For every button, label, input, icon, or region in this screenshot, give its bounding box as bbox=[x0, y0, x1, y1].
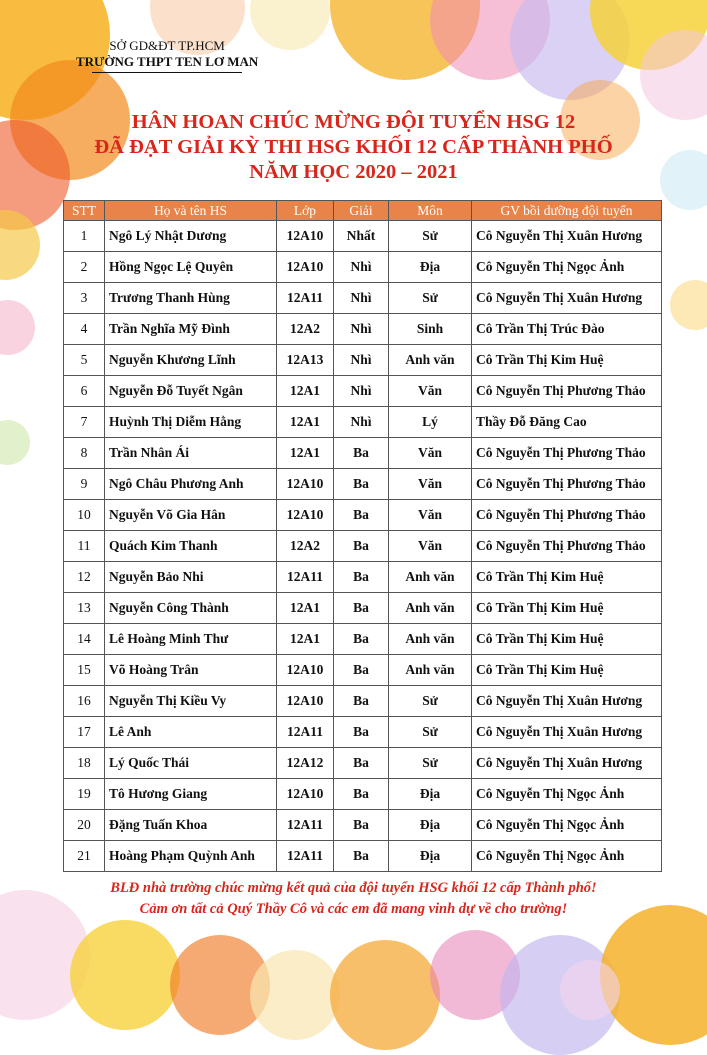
cell-stt: 13 bbox=[64, 593, 105, 624]
cell-class: 12A11 bbox=[277, 810, 334, 841]
cell-stt: 16 bbox=[64, 686, 105, 717]
cell-teacher: Cô Nguyễn Thị Phương Thảo bbox=[472, 469, 662, 500]
cell-stt: 1 bbox=[64, 221, 105, 252]
cell-stt: 11 bbox=[64, 531, 105, 562]
cell-subject: Sử bbox=[389, 717, 472, 748]
cell-name: Nguyễn Công Thành bbox=[105, 593, 277, 624]
cell-class: 12A10 bbox=[277, 779, 334, 810]
cell-class: 12A11 bbox=[277, 283, 334, 314]
cell-subject: Văn bbox=[389, 376, 472, 407]
cell-teacher: Cô Nguyễn Thị Phương Thảo bbox=[472, 531, 662, 562]
cell-teacher: Cô Trần Thị Trúc Đào bbox=[472, 314, 662, 345]
cell-class: 12A12 bbox=[277, 748, 334, 779]
cell-class: 12A1 bbox=[277, 438, 334, 469]
cell-prize: Ba bbox=[334, 655, 389, 686]
congratulation-footer bbox=[0, 878, 707, 920]
cell-name: Võ Hoàng Trân bbox=[105, 655, 277, 686]
cell-class: 12A1 bbox=[277, 407, 334, 438]
cell-teacher: Cô Trần Thị Kim Huệ bbox=[472, 655, 662, 686]
cell-stt: 18 bbox=[64, 748, 105, 779]
cell-stt: 12 bbox=[64, 562, 105, 593]
cell-teacher: Cô Nguyễn Thị Xuân Hương bbox=[472, 717, 662, 748]
column-header-prize: Giải bbox=[334, 201, 389, 221]
cell-stt: 6 bbox=[64, 376, 105, 407]
title-line-2: ĐÃ ĐẠT GIẢI KỲ THI HSG KHỐI 12 CẤP THÀNH PHỐ bbox=[94, 136, 613, 158]
cell-subject: Sử bbox=[389, 748, 472, 779]
cell-teacher: Cô Nguyễn Thị Xuân Hương bbox=[472, 221, 662, 252]
cell-prize: Nhì bbox=[334, 407, 389, 438]
cell-name: Ngô Châu Phương Anh bbox=[105, 469, 277, 500]
title-line-1: HÂN HOAN CHÚC MỪNG ĐỘI TUYỂN HSG 12 bbox=[131, 111, 576, 133]
cell-name: Quách Kim Thanh bbox=[105, 531, 277, 562]
cell-teacher: Cô Nguyễn Thị Ngọc Ảnh bbox=[472, 252, 662, 283]
cell-teacher: Cô Nguyễn Thị Xuân Hương bbox=[472, 686, 662, 717]
column-header-teacher: GV bồi dưỡng đội tuyển bbox=[472, 201, 662, 221]
cell-stt: 7 bbox=[64, 407, 105, 438]
cell-prize: Ba bbox=[334, 748, 389, 779]
cell-stt: 20 bbox=[64, 810, 105, 841]
cell-prize: Ba bbox=[334, 841, 389, 872]
cell-subject: Văn bbox=[389, 531, 472, 562]
cell-name: Đặng Tuấn Khoa bbox=[105, 810, 277, 841]
cell-subject: Sử bbox=[389, 221, 472, 252]
cell-prize: Ba bbox=[334, 500, 389, 531]
bokeh-circle bbox=[70, 920, 180, 1030]
table-row bbox=[64, 407, 662, 438]
cell-class: 12A10 bbox=[277, 655, 334, 686]
cell-subject: Địa bbox=[389, 779, 472, 810]
cell-prize: Nhì bbox=[334, 376, 389, 407]
cell-prize: Ba bbox=[334, 469, 389, 500]
cell-subject: Sử bbox=[389, 283, 472, 314]
cell-prize: Ba bbox=[334, 531, 389, 562]
cell-class: 12A2 bbox=[277, 314, 334, 345]
cell-name: Nguyễn Thị Kiều Vy bbox=[105, 686, 277, 717]
table-header-row bbox=[64, 201, 662, 221]
column-header-stt: STT bbox=[64, 201, 105, 221]
cell-name: Trần Nhân Ái bbox=[105, 438, 277, 469]
cell-subject: Anh văn bbox=[389, 345, 472, 376]
cell-teacher: Cô Trần Thị Kim Huệ bbox=[472, 345, 662, 376]
cell-prize: Nhì bbox=[334, 283, 389, 314]
cell-class: 12A10 bbox=[277, 500, 334, 531]
cell-subject: Anh văn bbox=[389, 562, 472, 593]
cell-subject: Địa bbox=[389, 841, 472, 872]
cell-stt: 17 bbox=[64, 717, 105, 748]
cell-name: Lý Quốc Thái bbox=[105, 748, 277, 779]
title-line-3: NĂM HỌC 2020 – 2021 bbox=[249, 161, 458, 183]
cell-class: 12A1 bbox=[277, 376, 334, 407]
cell-prize: Nhì bbox=[334, 252, 389, 283]
cell-teacher: Cô Trần Thị Kim Huệ bbox=[472, 593, 662, 624]
table-row bbox=[64, 810, 662, 841]
cell-subject: Anh văn bbox=[389, 655, 472, 686]
cell-prize: Ba bbox=[334, 810, 389, 841]
table-row bbox=[64, 655, 662, 686]
table-row bbox=[64, 283, 662, 314]
cell-stt: 10 bbox=[64, 500, 105, 531]
cell-subject: Địa bbox=[389, 810, 472, 841]
table-row bbox=[64, 438, 662, 469]
bokeh-circle bbox=[250, 0, 330, 50]
cell-teacher: Cô Nguyễn Thị Phương Thảo bbox=[472, 438, 662, 469]
cell-prize: Ba bbox=[334, 779, 389, 810]
cell-class: 12A10 bbox=[277, 686, 334, 717]
cell-subject: Văn bbox=[389, 500, 472, 531]
table-row bbox=[64, 593, 662, 624]
cell-name: Ngô Lý Nhật Dương bbox=[105, 221, 277, 252]
table-row bbox=[64, 221, 662, 252]
cell-name: Hoàng Phạm Quỳnh Anh bbox=[105, 841, 277, 872]
bokeh-circle bbox=[560, 960, 620, 1020]
table-row bbox=[64, 531, 662, 562]
cell-subject: Anh văn bbox=[389, 624, 472, 655]
cell-prize: Nhất bbox=[334, 221, 389, 252]
cell-teacher: Cô Trần Thị Kim Huệ bbox=[472, 624, 662, 655]
cell-teacher: Cô Nguyễn Thị Ngọc Ảnh bbox=[472, 810, 662, 841]
cell-stt: 14 bbox=[64, 624, 105, 655]
cell-teacher: Cô Nguyễn Thị Ngọc Ảnh bbox=[472, 841, 662, 872]
cell-name: Lê Anh bbox=[105, 717, 277, 748]
cell-subject: Anh văn bbox=[389, 593, 472, 624]
cell-class: 12A10 bbox=[277, 469, 334, 500]
table-row bbox=[64, 717, 662, 748]
cell-subject: Sử bbox=[389, 686, 472, 717]
cell-prize: Ba bbox=[334, 717, 389, 748]
announcement-title bbox=[0, 110, 707, 185]
cell-class: 12A1 bbox=[277, 593, 334, 624]
header-underline bbox=[92, 72, 242, 73]
table-row bbox=[64, 562, 662, 593]
cell-class: 12A10 bbox=[277, 252, 334, 283]
cell-subject: Địa bbox=[389, 252, 472, 283]
table-row bbox=[64, 252, 662, 283]
table-row bbox=[64, 376, 662, 407]
cell-prize: Ba bbox=[334, 686, 389, 717]
cell-stt: 8 bbox=[64, 438, 105, 469]
cell-name: Trần Nghĩa Mỹ Đình bbox=[105, 314, 277, 345]
cell-stt: 4 bbox=[64, 314, 105, 345]
cell-name: Hồng Ngọc Lệ Quyên bbox=[105, 252, 277, 283]
table-row bbox=[64, 841, 662, 872]
cell-subject: Văn bbox=[389, 469, 472, 500]
cell-stt: 19 bbox=[64, 779, 105, 810]
table-row bbox=[64, 314, 662, 345]
cell-stt: 9 bbox=[64, 469, 105, 500]
cell-class: 12A2 bbox=[277, 531, 334, 562]
table-row bbox=[64, 469, 662, 500]
table-row bbox=[64, 624, 662, 655]
results-table bbox=[63, 200, 662, 872]
cell-class: 12A11 bbox=[277, 841, 334, 872]
cell-name: Nguyễn Khương Lĩnh bbox=[105, 345, 277, 376]
cell-class: 12A11 bbox=[277, 562, 334, 593]
cell-prize: Nhì bbox=[334, 314, 389, 345]
cell-teacher: Thầy Đỗ Đăng Cao bbox=[472, 407, 662, 438]
cell-class: 12A10 bbox=[277, 221, 334, 252]
bokeh-circle bbox=[330, 940, 440, 1050]
cell-stt: 5 bbox=[64, 345, 105, 376]
cell-class: 12A13 bbox=[277, 345, 334, 376]
cell-stt: 21 bbox=[64, 841, 105, 872]
cell-teacher: Cô Nguyễn Thị Ngọc Ảnh bbox=[472, 779, 662, 810]
bokeh-circle bbox=[0, 420, 30, 465]
cell-teacher: Cô Nguyễn Thị Phương Thảo bbox=[472, 376, 662, 407]
cell-teacher: Cô Nguyễn Thị Xuân Hương bbox=[472, 748, 662, 779]
bokeh-circle bbox=[670, 280, 707, 330]
cell-stt: 2 bbox=[64, 252, 105, 283]
cell-name: Lê Hoàng Minh Thư bbox=[105, 624, 277, 655]
footer-line-1: BLĐ nhà trường chúc mừng kết quả của đội tuyển HSG khối 12 cấp Thành phố! bbox=[110, 880, 597, 896]
cell-class: 12A11 bbox=[277, 717, 334, 748]
cell-prize: Ba bbox=[334, 593, 389, 624]
cell-teacher: Cô Nguyễn Thị Xuân Hương bbox=[472, 283, 662, 314]
bokeh-circle bbox=[250, 950, 340, 1040]
cell-subject: Văn bbox=[389, 438, 472, 469]
cell-name: Nguyễn Đỗ Tuyết Ngân bbox=[105, 376, 277, 407]
cell-subject: Lý bbox=[389, 407, 472, 438]
cell-subject: Sinh bbox=[389, 314, 472, 345]
cell-teacher: Cô Nguyễn Thị Phương Thảo bbox=[472, 500, 662, 531]
school-name: TRƯỜNG THPT TEN LƠ MAN bbox=[76, 54, 259, 69]
bokeh-circle bbox=[0, 300, 35, 355]
cell-teacher: Cô Trần Thị Kim Huệ bbox=[472, 562, 662, 593]
table-row bbox=[64, 345, 662, 376]
cell-prize: Ba bbox=[334, 562, 389, 593]
column-header-class: Lớp bbox=[277, 201, 334, 221]
table-row bbox=[64, 686, 662, 717]
cell-name: Trương Thanh Hùng bbox=[105, 283, 277, 314]
department-name: SỞ GD&ĐT TP.HCM bbox=[109, 38, 225, 53]
cell-prize: Nhì bbox=[334, 345, 389, 376]
table-row bbox=[64, 500, 662, 531]
table-row bbox=[64, 748, 662, 779]
column-header-name: Họ và tên HS bbox=[105, 201, 277, 221]
table-row bbox=[64, 779, 662, 810]
school-header bbox=[76, 38, 258, 73]
cell-name: Tô Hương Giang bbox=[105, 779, 277, 810]
cell-prize: Ba bbox=[334, 438, 389, 469]
cell-name: Huỳnh Thị Diễm Hằng bbox=[105, 407, 277, 438]
column-header-subject: Môn bbox=[389, 201, 472, 221]
cell-stt: 15 bbox=[64, 655, 105, 686]
cell-name: Nguyễn Bảo Nhi bbox=[105, 562, 277, 593]
cell-name: Nguyễn Võ Gia Hân bbox=[105, 500, 277, 531]
cell-prize: Ba bbox=[334, 624, 389, 655]
footer-line-2: Cảm ơn tất cả Quý Thầy Cô và các em đã mang vinh dự về cho trường! bbox=[139, 901, 568, 917]
cell-stt: 3 bbox=[64, 283, 105, 314]
cell-class: 12A1 bbox=[277, 624, 334, 655]
